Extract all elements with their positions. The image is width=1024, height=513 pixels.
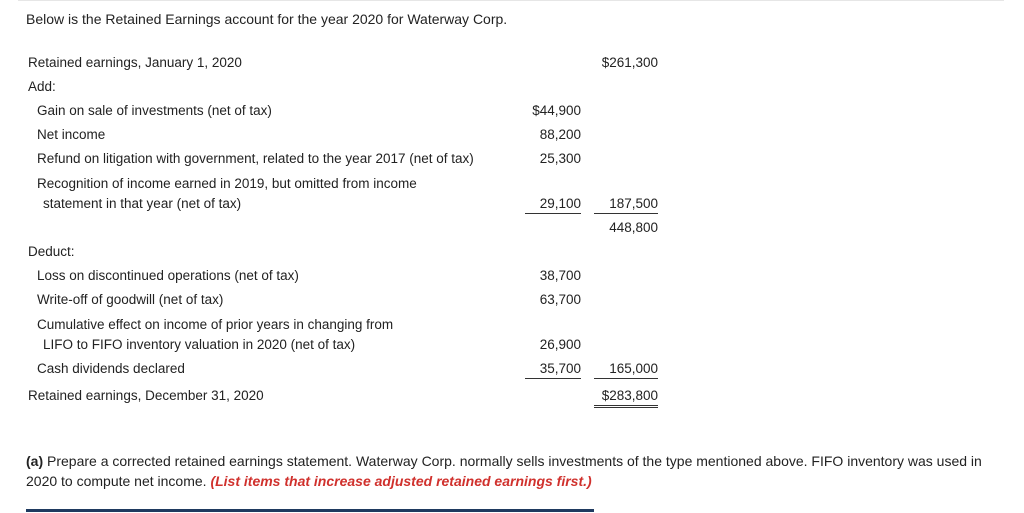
deduct-row-line1	[0, 316, 1024, 334]
question-text	[26, 451, 986, 491]
add-item-label: statement in that year (net of tax)	[43, 196, 242, 211]
begin-balance-value: $261,300	[601, 55, 658, 70]
deduct-item-label: Loss on discontinued operations (net of tax)	[37, 268, 299, 283]
add-item-label: Recognition of income earned in 2019, but omitted from income	[37, 176, 417, 191]
add-row-line2	[0, 195, 1024, 213]
add-item-amount: 88,200	[539, 127, 581, 142]
add-heading: Add:	[28, 79, 56, 94]
top-divider	[18, 0, 1004, 1]
add-row-line1	[0, 175, 1024, 193]
deduct-item-label: Cash dividends declared	[37, 361, 185, 376]
deduct-row	[0, 291, 1024, 309]
question-instruction: (List items that increase adjusted retained earnings first.)	[210, 473, 592, 489]
deduct-row	[0, 360, 1024, 378]
add-row	[0, 126, 1024, 144]
question-part: (a)	[26, 453, 44, 469]
end-balance-label: Retained earnings, December 31, 2020	[28, 388, 264, 403]
add-item-amount: 29,100	[525, 195, 581, 214]
deduct-row	[0, 267, 1024, 285]
answer-area-divider	[26, 509, 594, 512]
add-item-label: Gain on sale of investments (net of tax)	[37, 103, 272, 118]
add-row	[0, 150, 1024, 168]
deduct-item-amount: 26,900	[539, 337, 581, 352]
add-total: 187,500	[594, 195, 658, 214]
subtotal-row	[0, 219, 1024, 237]
deduct-item-amount: 38,700	[539, 268, 581, 283]
add-item-amount: 25,300	[539, 151, 581, 166]
question-body: Prepare a corrected retained earnings statement. Waterway Corp. normally sells investments of the type mentioned above. FIFO inventory was used in 2020 to compute net income.	[26, 453, 982, 489]
begin-balance-row	[0, 54, 1024, 72]
deduct-heading: Deduct:	[28, 244, 75, 259]
deduct-row-line2	[0, 336, 1024, 354]
add-row	[0, 102, 1024, 120]
add-item-label: Refund on litigation with government, related to the year 2017 (net of tax)	[37, 151, 474, 166]
deduct-item-label: Write-off of goodwill (net of tax)	[37, 292, 224, 307]
deduct-item-amount: 63,700	[539, 292, 581, 307]
deduct-total: 165,000	[594, 360, 658, 379]
end-balance-row	[0, 387, 1024, 405]
subtotal-value: 448,800	[609, 220, 658, 235]
deduct-item-label: Cumulative effect on income of prior years in changing from	[37, 317, 394, 332]
intro-text: Below is the Retained Earnings account for the year 2020 for Waterway Corp.	[26, 11, 508, 27]
deduct-item-amount: 35,700	[525, 360, 581, 379]
add-item-label: Net income	[37, 127, 106, 142]
deduct-item-label: LIFO to FIFO inventory valuation in 2020 (net of tax)	[43, 337, 356, 352]
add-item-amount: $44,900	[532, 103, 581, 118]
begin-balance-label: Retained earnings, January 1, 2020	[28, 55, 242, 70]
end-balance-value: $283,800	[594, 387, 658, 408]
